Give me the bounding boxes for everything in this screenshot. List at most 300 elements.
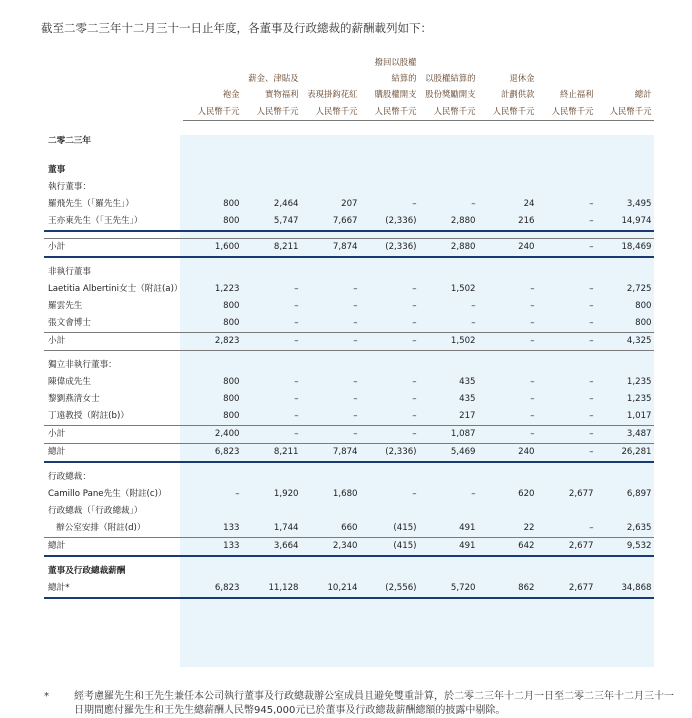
spacer-cell <box>183 231 242 239</box>
value-cell: – <box>353 377 358 387</box>
row-label: 總計 <box>44 444 183 463</box>
spacer-cell <box>596 598 654 605</box>
spacer-cell <box>478 121 537 134</box>
section-heading-row <box>44 162 654 179</box>
value-cell <box>419 469 478 486</box>
value-cell: – <box>530 301 535 311</box>
value-cell: – <box>471 301 476 311</box>
table-row <box>44 298 654 315</box>
table-row <box>44 486 654 503</box>
value-cell <box>478 264 537 281</box>
column-header: 撥回以股權 <box>374 57 417 67</box>
spacer-cell <box>419 121 478 134</box>
value-cell: – <box>530 411 535 421</box>
value-cell: – <box>235 489 240 499</box>
footnote-text: 經考慮羅先生和王先生兼任本公司執行董事及行政總裁辦公室成員且避免雙重計算，於二零二三年十二月一日至二零二三年十二月三十一日期間應付羅先生和王先生總薪酬人民幣945,000元已於董事及行政總裁薪酬總額的披露中剔除。 <box>74 691 674 716</box>
column-header <box>596 70 654 86</box>
value-cell <box>596 162 654 179</box>
value-cell: 4,325 <box>596 333 654 351</box>
value-cell: 1,744 <box>273 523 299 533</box>
value-cell <box>596 357 654 374</box>
spacer-cell <box>44 231 183 239</box>
spacer-cell <box>596 231 654 239</box>
value-cell: 800 <box>183 213 242 231</box>
value-cell: – <box>589 301 594 311</box>
value-cell: 1,920 <box>273 489 299 499</box>
column-header: 薪金、津貼及 <box>248 73 299 83</box>
row-label: 小計 <box>44 333 183 351</box>
value-cell: 3,487 <box>596 426 654 444</box>
column-header: 表現掛鈎花紅 <box>307 89 358 99</box>
value-cell: 800 <box>223 377 240 387</box>
value-cell: 862 <box>478 580 537 598</box>
value-cell <box>537 179 596 196</box>
value-cell: – <box>242 333 301 351</box>
spacer-cell <box>537 598 596 605</box>
section-heading-row <box>44 563 654 580</box>
value-cell: – <box>478 333 537 351</box>
spacer-cell <box>360 598 419 605</box>
value-cell: – <box>530 284 535 294</box>
spacer-cell <box>44 556 183 563</box>
spacer-cell <box>537 121 596 134</box>
spacer-cell <box>419 150 478 162</box>
value-cell: – <box>471 489 476 499</box>
value-cell <box>478 469 537 486</box>
table-row <box>44 538 654 557</box>
spacer-cell <box>537 231 596 239</box>
value-cell <box>419 563 478 580</box>
value-cell: 22 <box>523 523 535 533</box>
value-cell <box>301 162 360 179</box>
value-cell <box>537 357 596 374</box>
spacer-cell <box>360 150 419 162</box>
value-cell: – <box>537 213 596 231</box>
value-cell: – <box>412 318 417 328</box>
empty-cell <box>183 133 242 150</box>
value-cell: – <box>360 333 419 351</box>
table-row <box>44 426 654 444</box>
table-row <box>44 239 654 258</box>
value-cell: – <box>589 284 594 294</box>
intro-text: 截至二零二三年十二月三十一日止年度，各董事及行政總裁的薪酬載列如下： <box>41 21 432 35</box>
value-cell: 3,495 <box>626 199 652 209</box>
value-cell: – <box>412 377 417 387</box>
value-cell: – <box>353 284 358 294</box>
value-cell <box>183 179 242 196</box>
value-cell <box>596 563 654 580</box>
value-cell <box>478 503 537 520</box>
spacer-row <box>44 257 654 264</box>
value-cell: 1,502 <box>419 333 478 351</box>
spacer-cell <box>478 231 537 239</box>
year-label: 二零二三年 <box>48 136 91 146</box>
value-cell: 2,400 <box>183 426 242 444</box>
spacer-cell <box>419 231 478 239</box>
value-cell: 435 <box>459 394 476 404</box>
value-cell <box>419 264 478 281</box>
spacer-cell <box>537 556 596 563</box>
row-label: Laetitia Albertini女士（附註(a)） <box>48 284 183 294</box>
value-cell <box>360 563 419 580</box>
spacer-cell <box>596 462 654 469</box>
empty-cell <box>301 133 360 150</box>
value-cell: 207 <box>341 199 358 209</box>
empty-cell <box>242 133 301 150</box>
value-cell: 2,677 <box>568 489 594 499</box>
empty-cell <box>596 133 654 150</box>
column-header <box>242 54 301 70</box>
value-cell: 7,667 <box>301 213 360 231</box>
value-cell: – <box>412 301 417 311</box>
column-header <box>183 54 242 70</box>
spacer-cell <box>44 150 183 162</box>
value-cell: 800 <box>223 411 240 421</box>
column-header: 實物福利 <box>265 89 299 99</box>
value-cell: 800 <box>223 318 240 328</box>
value-cell: – <box>478 426 537 444</box>
value-cell: – <box>294 301 299 311</box>
value-cell: – <box>353 318 358 328</box>
spacer-cell <box>419 598 478 605</box>
value-cell: – <box>530 377 535 387</box>
column-header: 結算的 <box>391 73 417 83</box>
value-cell <box>360 357 419 374</box>
value-cell <box>360 469 419 486</box>
spacer-cell <box>242 462 301 469</box>
empty-cell <box>360 133 419 150</box>
value-cell: 1,680 <box>332 489 358 499</box>
column-header: 以股權結算的 <box>425 73 476 83</box>
column-header: 袍金 <box>222 89 240 99</box>
spacer-cell <box>44 462 183 469</box>
table-row <box>44 281 654 298</box>
section-heading-row <box>44 503 654 520</box>
value-cell: 7,874 <box>301 444 360 463</box>
row-label: 獨立非執行董事： <box>48 360 117 370</box>
spacer-row <box>44 598 654 605</box>
value-cell: 1,502 <box>450 284 476 294</box>
row-label: 執行董事： <box>48 182 91 192</box>
row-label: 辦公室安排（附註(d)） <box>56 523 146 533</box>
value-cell: 491 <box>419 538 478 557</box>
table-row <box>44 444 654 463</box>
value-cell <box>183 469 242 486</box>
unit-label: 人民幣千元 <box>301 102 360 121</box>
value-cell <box>183 503 242 520</box>
value-cell: (2,556) <box>360 580 419 598</box>
spacer-row <box>44 121 654 134</box>
value-cell <box>242 503 301 520</box>
spacer-cell <box>596 257 654 264</box>
value-cell <box>537 469 596 486</box>
unit-spacer <box>44 102 183 121</box>
row-label: 小計 <box>44 239 183 258</box>
column-header <box>44 70 183 86</box>
value-cell <box>242 179 301 196</box>
row-label: 行政總裁（「行政總裁」） <box>48 506 143 516</box>
value-cell <box>596 469 654 486</box>
column-header <box>596 54 654 70</box>
value-cell: 133 <box>223 523 240 533</box>
spacer-cell <box>596 121 654 134</box>
value-cell: 2,725 <box>626 284 652 294</box>
section-heading-row <box>44 179 654 196</box>
spacer-cell <box>301 231 360 239</box>
value-cell: 2,635 <box>626 523 652 533</box>
value-cell <box>478 162 537 179</box>
unit-label: 人民幣千元 <box>183 102 242 121</box>
value-cell <box>242 264 301 281</box>
spacer-cell <box>537 462 596 469</box>
value-cell <box>360 179 419 196</box>
value-cell: – <box>360 426 419 444</box>
value-cell <box>419 162 478 179</box>
value-cell: 5,469 <box>419 444 478 463</box>
value-cell: 1,223 <box>214 284 240 294</box>
spacer-cell <box>242 556 301 563</box>
spacer-cell <box>419 462 478 469</box>
row-label: 丁遠教授（附註(b)） <box>48 411 129 421</box>
value-cell: 10,214 <box>301 580 360 598</box>
value-cell: – <box>589 377 594 387</box>
value-cell <box>537 503 596 520</box>
spacer-cell <box>360 462 419 469</box>
value-cell <box>183 162 242 179</box>
value-cell: – <box>294 377 299 387</box>
table-row <box>44 580 654 598</box>
value-cell: 6,823 <box>183 580 242 598</box>
spacer-cell <box>360 121 419 134</box>
spacer-cell <box>478 556 537 563</box>
column-header <box>478 54 537 70</box>
value-cell: 7,874 <box>301 239 360 258</box>
row-label: 董事 <box>48 165 66 175</box>
value-cell: (2,336) <box>360 213 419 231</box>
spacer-cell <box>478 257 537 264</box>
section-heading-row <box>44 469 654 486</box>
column-header <box>537 54 596 70</box>
value-cell: 800 <box>223 301 240 311</box>
value-cell: 240 <box>478 444 537 463</box>
table-row <box>44 374 654 391</box>
unit-label: 人民幣千元 <box>596 102 654 121</box>
spacer-cell <box>242 150 301 162</box>
table-row <box>44 391 654 408</box>
spacer-cell <box>478 462 537 469</box>
column-header: 終止福利 <box>560 89 594 99</box>
value-cell: – <box>589 318 594 328</box>
row-label: 非執行董事 <box>48 267 91 277</box>
value-cell: – <box>412 489 417 499</box>
value-cell: 240 <box>478 239 537 258</box>
value-cell: 800 <box>223 199 240 209</box>
value-cell: – <box>294 284 299 294</box>
value-cell <box>360 162 419 179</box>
column-header <box>44 54 183 70</box>
value-cell: – <box>537 239 596 258</box>
value-cell <box>419 503 478 520</box>
value-cell: – <box>353 301 358 311</box>
value-cell <box>478 179 537 196</box>
value-cell: 2,677 <box>537 580 596 598</box>
spacer-cell <box>301 150 360 162</box>
value-cell <box>537 264 596 281</box>
spacer-cell <box>242 231 301 239</box>
column-header <box>419 54 478 70</box>
spacer-cell <box>242 121 301 134</box>
row-label: 董事及行政總裁薪酬 <box>48 566 126 576</box>
value-cell <box>301 469 360 486</box>
value-cell: 24 <box>523 199 535 209</box>
value-cell <box>301 563 360 580</box>
spacer-cell <box>183 598 242 605</box>
column-header <box>537 70 596 86</box>
value-cell: 14,974 <box>596 213 654 231</box>
spacer-cell <box>242 257 301 264</box>
value-cell: 34,868 <box>596 580 654 598</box>
value-cell: 6,897 <box>626 489 652 499</box>
value-cell: 2,823 <box>183 333 242 351</box>
spacer-cell <box>301 462 360 469</box>
column-header <box>44 86 183 102</box>
spacer-cell <box>360 556 419 563</box>
value-cell: – <box>353 394 358 404</box>
spacer-row <box>44 231 654 239</box>
value-cell: – <box>412 199 417 209</box>
value-cell: – <box>471 199 476 209</box>
remuneration-table <box>44 54 654 605</box>
value-cell <box>478 357 537 374</box>
footnote-mark: * <box>44 691 49 702</box>
value-cell: (2,336) <box>360 239 419 258</box>
unit-label: 人民幣千元 <box>360 102 419 121</box>
spacer-cell <box>301 257 360 264</box>
row-label: 羅飛先生（「羅先生」） <box>48 199 134 209</box>
value-cell: – <box>471 318 476 328</box>
value-cell: – <box>301 333 360 351</box>
value-cell: 2,880 <box>419 213 478 231</box>
value-cell: 5,720 <box>419 580 478 598</box>
spacer-cell <box>44 598 183 605</box>
value-cell: – <box>412 411 417 421</box>
value-cell: 2,340 <box>301 538 360 557</box>
value-cell: – <box>537 426 596 444</box>
spacer-cell <box>301 121 360 134</box>
column-header: 股份獎勵開支 <box>425 89 476 99</box>
table-row <box>44 520 654 538</box>
value-cell: 133 <box>183 538 242 557</box>
value-cell <box>301 179 360 196</box>
empty-cell <box>537 133 596 150</box>
value-cell: – <box>412 284 417 294</box>
value-cell: 3,664 <box>242 538 301 557</box>
value-cell <box>596 179 654 196</box>
year-row <box>44 133 654 150</box>
unit-label: 人民幣千元 <box>537 102 596 121</box>
value-cell <box>419 179 478 196</box>
table-row <box>44 213 654 231</box>
header-row <box>44 70 654 86</box>
spacer-cell <box>183 121 242 134</box>
value-cell: 18,469 <box>596 239 654 258</box>
value-cell: 1,017 <box>626 411 652 421</box>
value-cell <box>596 503 654 520</box>
value-cell: 217 <box>459 411 476 421</box>
value-cell: – <box>301 426 360 444</box>
value-cell: – <box>589 411 594 421</box>
spacer-cell <box>183 150 242 162</box>
row-label: 羅雲先生 <box>48 301 83 311</box>
row-label: 行政總裁： <box>48 472 91 482</box>
value-cell: (415) <box>360 538 419 557</box>
empty-cell <box>478 133 537 150</box>
value-cell <box>242 469 301 486</box>
section-heading-row <box>44 357 654 374</box>
spacer-cell <box>360 257 419 264</box>
value-cell: – <box>589 199 594 209</box>
spacer-cell <box>301 598 360 605</box>
value-cell: 620 <box>518 489 535 499</box>
value-cell: – <box>537 333 596 351</box>
spacer-cell <box>478 598 537 605</box>
row-label: 陳偉成先生 <box>48 377 91 387</box>
spacer-cell <box>478 150 537 162</box>
value-cell <box>301 357 360 374</box>
column-header: 退休金 <box>509 73 535 83</box>
header-row <box>44 54 654 70</box>
spacer-cell <box>183 462 242 469</box>
value-cell: – <box>589 523 594 533</box>
value-cell <box>360 264 419 281</box>
value-cell: 2,880 <box>419 239 478 258</box>
value-cell: 8,211 <box>242 444 301 463</box>
column-header <box>301 70 360 86</box>
value-cell: 2,464 <box>273 199 299 209</box>
value-cell: – <box>530 394 535 404</box>
value-cell: – <box>294 318 299 328</box>
value-cell: (415) <box>393 523 417 533</box>
value-cell: 1,235 <box>626 394 652 404</box>
column-header <box>301 54 360 70</box>
spacer-cell <box>596 150 654 162</box>
value-cell: 11,128 <box>242 580 301 598</box>
value-cell <box>242 357 301 374</box>
table-row <box>44 408 654 426</box>
unit-label: 人民幣千元 <box>419 102 478 121</box>
value-cell: – <box>294 411 299 421</box>
value-cell: 26,281 <box>596 444 654 463</box>
spacer-row <box>44 462 654 469</box>
value-cell: 8,211 <box>242 239 301 258</box>
value-cell: 660 <box>341 523 358 533</box>
value-cell: 642 <box>478 538 537 557</box>
value-cell <box>183 563 242 580</box>
value-cell <box>183 264 242 281</box>
value-cell: 435 <box>459 377 476 387</box>
value-cell: – <box>294 394 299 404</box>
row-label: 王亦東先生（「王先生」） <box>44 213 183 231</box>
value-cell: 491 <box>459 523 476 533</box>
table-row <box>44 196 654 213</box>
value-cell: 800 <box>635 301 652 311</box>
value-cell: (2,336) <box>360 444 419 463</box>
spacer-cell <box>419 556 478 563</box>
spacer-cell <box>301 556 360 563</box>
value-cell <box>242 162 301 179</box>
row-label: 黎劉燕清女士 <box>48 394 100 404</box>
value-cell: 216 <box>478 213 537 231</box>
